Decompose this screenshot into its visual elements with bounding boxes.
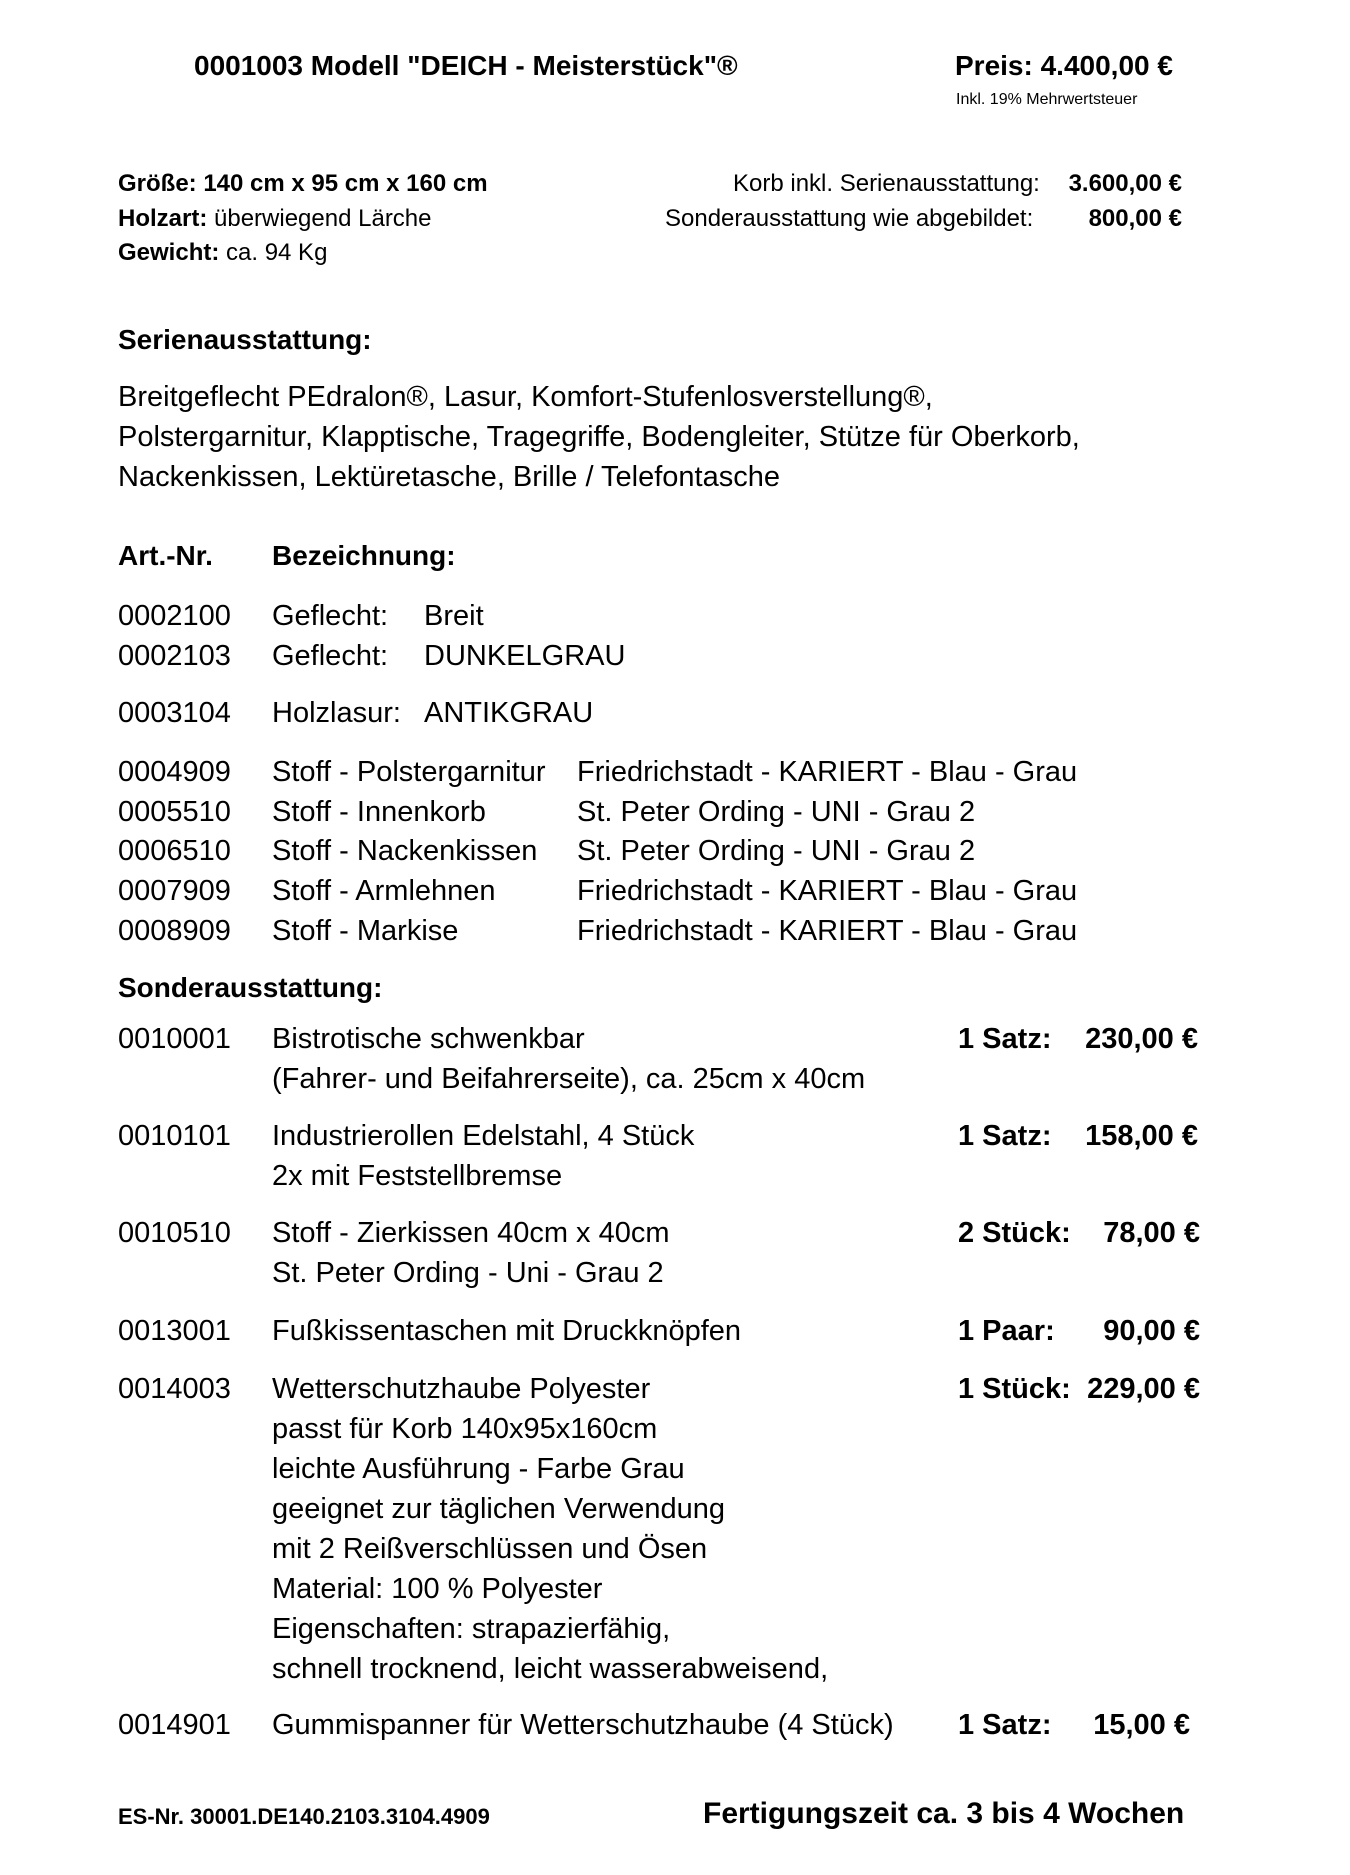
article-value: St. Peter Ording - UNI - Grau 2: [577, 835, 976, 867]
article-value: Friedrichstadt - KARIERT - Blau - Grau: [577, 875, 1078, 907]
special-item-line: schnell trocknend, leicht wasserabweisend,: [272, 1653, 829, 1685]
special-item-price: 90,00 €: [1103, 1315, 1200, 1347]
article-type: Stoff - Innenkorb: [272, 796, 486, 828]
article-type: Geflecht:: [272, 600, 389, 632]
special-item-nr: 0010101: [118, 1120, 231, 1152]
special-item-price: 158,00 €: [1085, 1120, 1198, 1152]
size-spec: Größe: 140 cm x 95 cm x 160 cm: [118, 170, 488, 197]
wood-spec: [118, 205, 432, 233]
special-item-line: leichte Ausführung - Farbe Grau: [272, 1453, 685, 1485]
special-item-line: Bistrotische schwenkbar: [272, 1023, 585, 1055]
production-time: Fertigungszeit ca. 3 bis 4 Wochen: [703, 1797, 1185, 1830]
standard-equipment-heading: Serienausstattung:: [118, 324, 372, 355]
article-type: Holzlasur:: [272, 697, 401, 729]
special-equipment-heading: Sonderausstattung:: [118, 972, 383, 1003]
article-nr: 0002103: [118, 640, 231, 672]
product-title: 0001003 Modell "DEICH - Meisterstück"®: [194, 50, 738, 81]
weight-label: Gewicht:: [118, 239, 220, 266]
special-item-line: geeignet zur täglichen Verwendung: [272, 1493, 726, 1525]
article-value: Friedrichstadt - KARIERT - Blau - Grau: [577, 756, 1078, 788]
special-item-line: 2x mit Feststellbremse: [272, 1160, 563, 1192]
special-item-line: passt für Korb 140x95x160cm: [272, 1413, 658, 1445]
article-type: Stoff - Nackenkissen: [272, 835, 538, 867]
special-item-nr: 0014901: [118, 1709, 231, 1741]
special-item-line: Industrierollen Edelstahl, 4 Stück: [272, 1120, 695, 1152]
article-value: Breit: [424, 600, 484, 632]
standard-equipment-line: Breitgeflecht PEdralon®, Lasur, Komfort-Stufenlosverstellung®,: [118, 381, 933, 413]
special-item-line: (Fahrer- und Beifahrerseite), ca. 25cm x 40cm: [272, 1063, 866, 1095]
column-header-art-nr: Art.-Nr.: [118, 540, 213, 571]
special-item-price: 229,00 €: [1087, 1373, 1200, 1405]
special-item-qty: 1 Satz:: [958, 1120, 1052, 1152]
standard-equipment-line: Nackenkissen, Lektüretasche, Brille / Telefontasche: [118, 461, 780, 493]
special-item-line: Wetterschutzhaube Polyester: [272, 1373, 651, 1405]
special-item-line: Eigenschaften: strapazierfähig,: [272, 1613, 671, 1645]
special-item-nr: 0010510: [118, 1217, 231, 1249]
total-price: Preis: 4.400,00 €: [955, 50, 1173, 81]
special-item-qty: 1 Paar:: [958, 1315, 1055, 1347]
wood-label: Holzart:: [118, 205, 208, 232]
article-type: Geflecht:: [272, 640, 389, 672]
es-number: ES-Nr. 30001.DE140.2103.3104.4909: [118, 1804, 490, 1829]
article-type: Stoff - Markise: [272, 915, 459, 947]
special-item-nr: 0014003: [118, 1373, 231, 1405]
article-type: Stoff - Armlehnen: [272, 875, 496, 907]
special-item-line: Fußkissentaschen mit Druckknöpfen: [272, 1315, 742, 1347]
wood-value: überwiegend Lärche: [207, 205, 432, 232]
special-item-qty: 2 Stück:: [958, 1217, 1071, 1249]
article-nr: 0003104: [118, 697, 231, 729]
special-item-qty: 1 Satz:: [958, 1023, 1052, 1055]
special-item-price: 78,00 €: [1103, 1217, 1200, 1249]
article-nr: 0006510: [118, 835, 231, 867]
special-item-line: St. Peter Ording - Uni - Grau 2: [272, 1257, 664, 1289]
special-item-qty: 1 Stück:: [958, 1373, 1071, 1405]
article-value: St. Peter Ording - UNI - Grau 2: [577, 796, 976, 828]
article-nr: 0008909: [118, 915, 231, 947]
special-item-qty: 1 Satz:: [958, 1709, 1052, 1741]
weight-value: ca. 94 Kg: [219, 239, 328, 266]
extras-price: 800,00 €: [1088, 205, 1182, 232]
special-item-line: Stoff - Zierkissen 40cm x 40cm: [272, 1217, 670, 1249]
article-value: DUNKELGRAU: [424, 640, 626, 672]
article-value: ANTIKGRAU: [424, 697, 594, 729]
extras-price-label: Sonderausstattung wie abgebildet:: [665, 205, 1034, 232]
article-nr: 0004909: [118, 756, 231, 788]
standard-equipment-line: Polstergarnitur, Klapptische, Tragegriffe, Bodengleiter, Stütze für Oberkorb,: [118, 421, 1080, 453]
special-item-price: 15,00 €: [1093, 1709, 1190, 1741]
basket-price-label: Korb inkl. Serienausstattung:: [733, 170, 1040, 197]
column-header-description: Bezeichnung:: [272, 540, 456, 571]
article-value: Friedrichstadt - KARIERT - Blau - Grau: [577, 915, 1078, 947]
basket-price: 3.600,00 €: [1068, 170, 1182, 197]
weight-spec: [118, 239, 327, 267]
special-item-line: Gummispanner für Wetterschutzhaube (4 Stück): [272, 1709, 894, 1741]
article-nr: 0002100: [118, 600, 231, 632]
special-item-line: Material: 100 % Polyester: [272, 1573, 603, 1605]
special-item-price: 230,00 €: [1085, 1023, 1198, 1055]
special-item-line: mit 2 Reißverschlüssen und Ösen: [272, 1533, 708, 1565]
vat-note: Inkl. 19% Mehrwertsteuer: [956, 91, 1138, 108]
article-nr: 0007909: [118, 875, 231, 907]
article-nr: 0005510: [118, 796, 231, 828]
special-item-nr: 0013001: [118, 1315, 231, 1347]
article-type: Stoff - Polstergarnitur: [272, 756, 546, 788]
special-item-nr: 0010001: [118, 1023, 231, 1055]
